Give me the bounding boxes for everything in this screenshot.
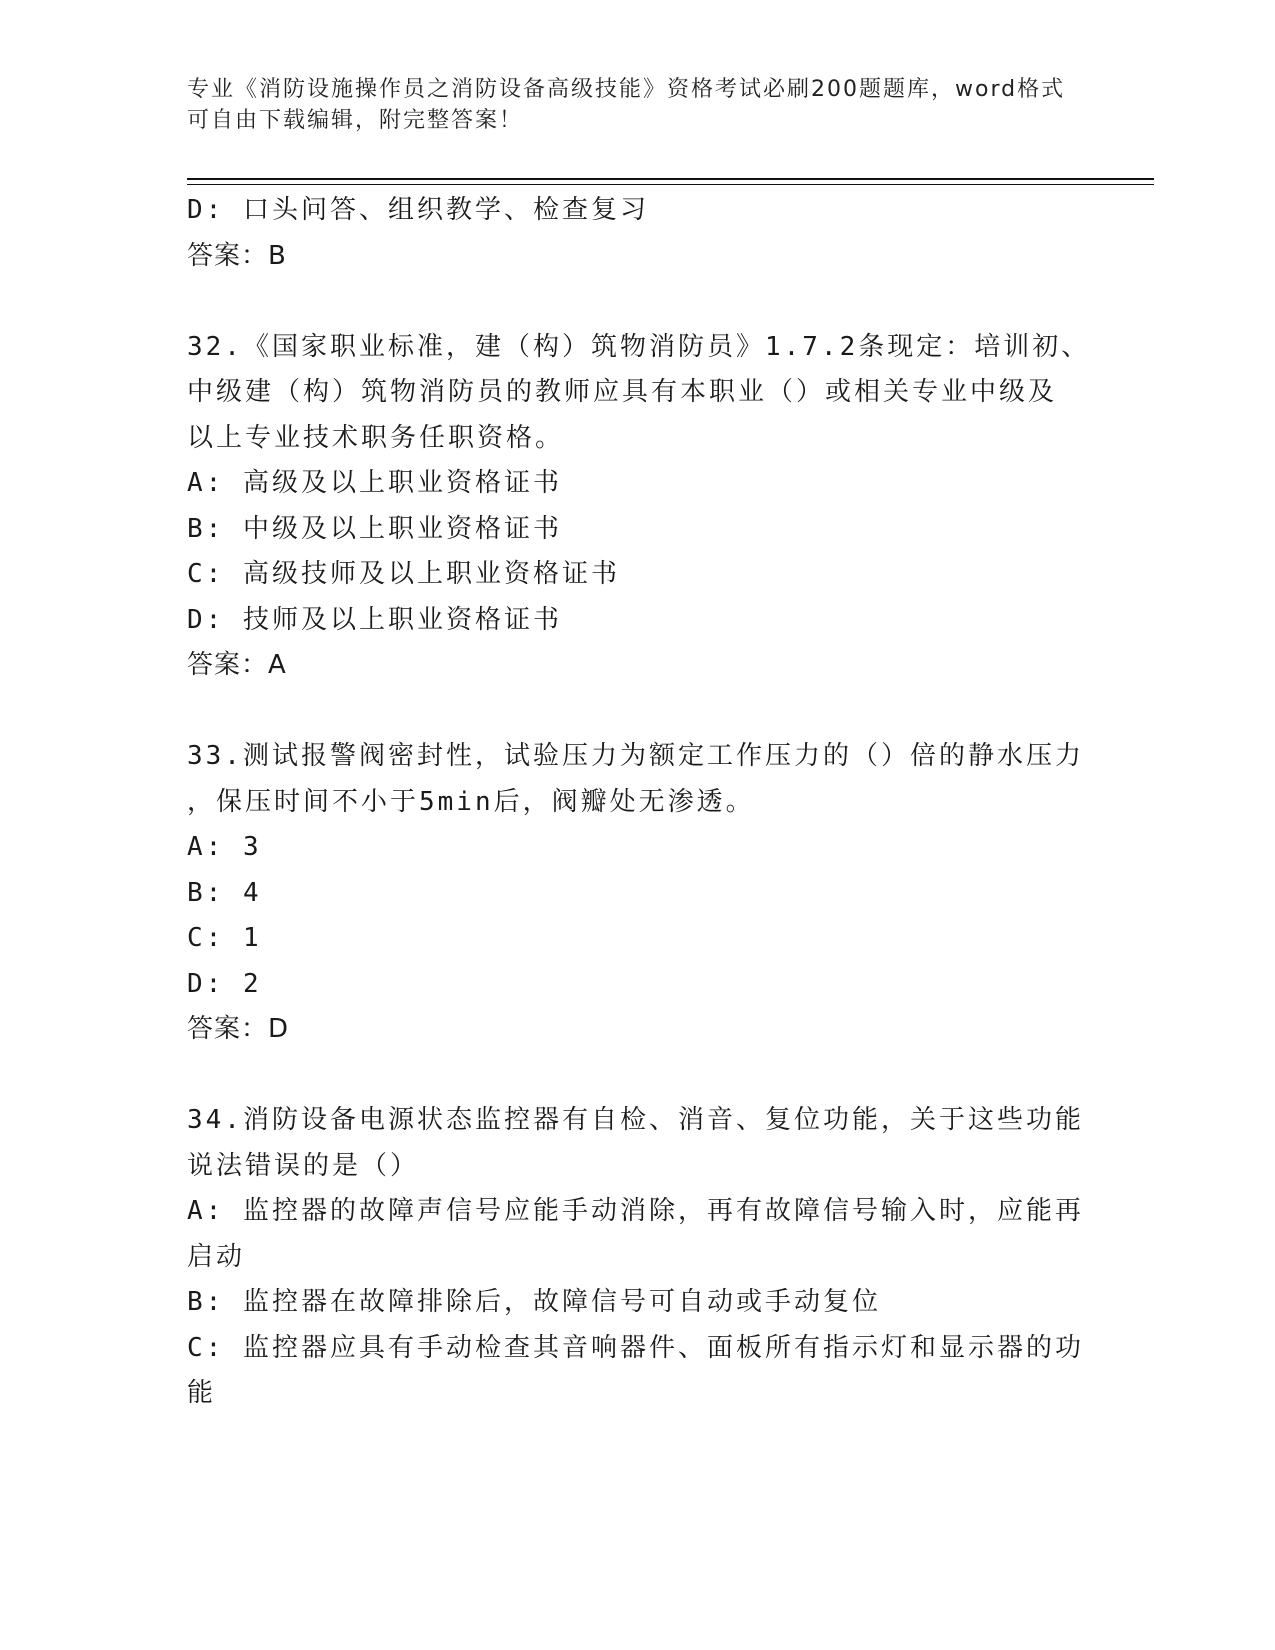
question-32-stem-line-1: 32.《国家职业标准，建（构）筑物消防员》1.7.2条现定：培训初、 [187,331,1091,362]
question-34 [187,1098,1097,1417]
question-32-stem-line-2: 中级建（构）筑物消防员的教师应具有本职业（）或相关专业中级及 [187,377,1058,407]
header-divider-thin [187,184,1154,185]
question-34-option-a-line-1: A: 监控器的故障声信号应能手动消除，再有故障信号输入时，应能再 [187,1196,1084,1226]
question-32-option-d: D: 技师及以上职业资格证书 [187,604,562,635]
question-33-answer: 答案：D [187,1014,290,1044]
document-header: 专业《消防设施操作员之消防设备高级技能》资格考试必刷200题题库，word格式可自由下载编辑，附完整答案！ [187,77,1066,133]
question-32-option-b: B: 中级及以上职业资格证书 [187,513,562,544]
question-32 [187,325,1097,689]
question-34-stem-line-1: 34.消防设备电源状态监控器有自检、消音、复位功能，关于这些功能 [187,1105,1084,1135]
question-spacer [187,689,1097,735]
header-divider-thick [187,178,1154,180]
question-content [187,188,1097,1417]
prev-question-answer: 答案：B [187,240,287,271]
question-32-option-c: C: 高级技师及以上职业资格证书 [187,559,620,589]
question-spacer [187,1053,1097,1099]
question-34-stem-line-2: 说法错误的是（） [187,1150,420,1181]
question-33-option-c: C: 1 [187,923,262,953]
question-34-option-b: B: 监控器在故障排除后，故障信号可自动或手动复位 [187,1287,881,1317]
question-32-stem-line-3: 以上专业技术职务任职资格。 [187,422,565,453]
question-34-option-c-line-1: C: 监控器应具有手动检查其音响器件、面板所有指示灯和显示器的功 [187,1332,1084,1363]
prev-question-option-d: D: 口头问答、组织教学、检查复习 [187,195,649,225]
question-34-option-c-line-2: 能 [187,1378,217,1408]
question-32-option-a: A: 高级及以上职业资格证书 [187,468,562,498]
question-34-option-a-line-2: 启动 [187,1241,246,1272]
question-33-option-b: B: 4 [187,877,262,908]
question-32-answer: 答案：A [187,650,287,680]
question-spacer [187,279,1097,325]
question-33 [187,734,1097,1053]
question-33-option-a: A: 3 [187,832,262,862]
question-33-stem-line-1: 33.测试报警阀密封性，试验压力为额定工作压力的（）倍的静水压力 [187,741,1084,771]
question-33-stem-line-2: ，保压时间不小于5min后，阀瓣处无渗透。 [187,786,755,817]
question-33-option-d: D: 2 [187,968,262,999]
